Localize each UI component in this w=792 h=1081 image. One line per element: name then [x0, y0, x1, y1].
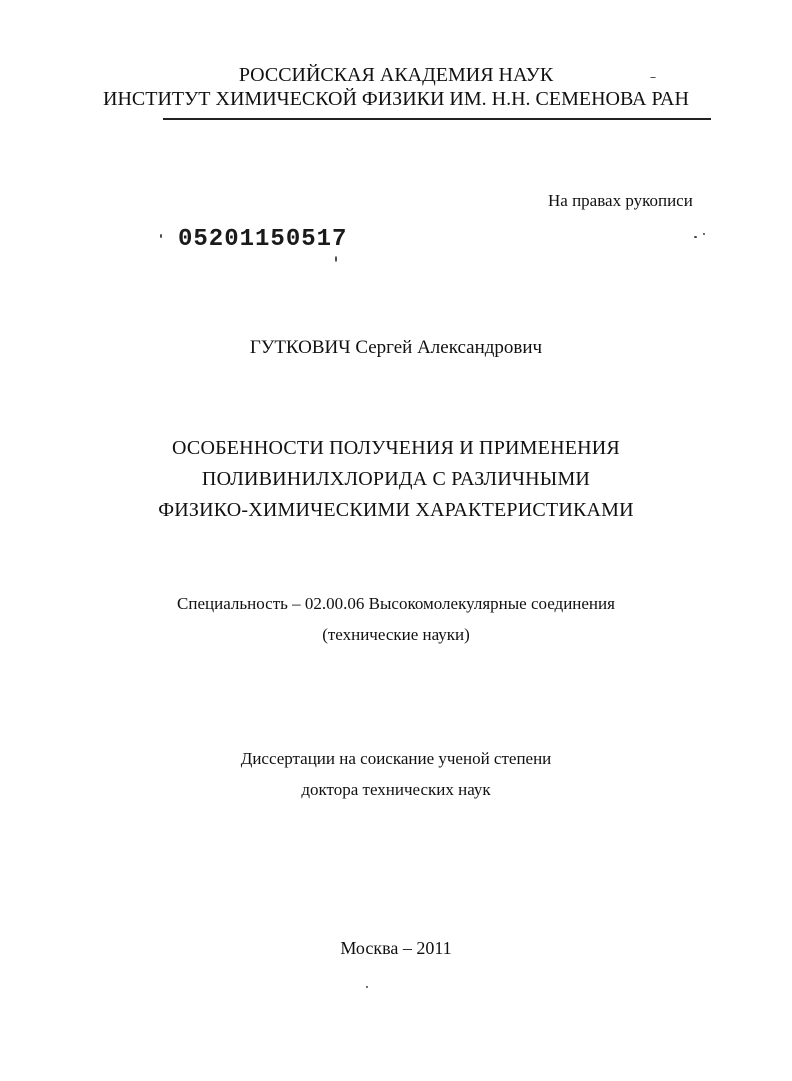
dissertation-line: Диссертации на соискание ученой степени	[240, 749, 552, 768]
scan-speck	[160, 234, 162, 238]
title-line-2: ПОЛИВИНИЛХЛОРИДА С РАЗЛИЧНЫМИ	[201, 468, 591, 490]
specialty-line: Специальность – 02.00.06 Высокомолекулярные соединения	[177, 594, 615, 613]
author-name: ГУТКОВИЧ Сергей Александрович	[249, 337, 543, 358]
scan-speck	[650, 77, 656, 78]
title-line-3: ФИЗИКО-ХИМИЧЕСКИМИ ХАРАКТЕРИСТИКАМИ	[158, 499, 634, 521]
title-line-1: ОСОБЕННОСТИ ПОЛУЧЕНИЯ И ПРИМЕНЕНИЯ	[172, 437, 620, 459]
city-year: Москва – 2011	[340, 938, 452, 958]
catalog-number-stamp: 05201150517	[178, 226, 348, 253]
specialty-qualifier: (технические науки)	[322, 625, 470, 644]
scan-speck	[335, 256, 337, 262]
scan-speck	[694, 236, 697, 238]
header-divider	[163, 118, 711, 120]
academy-name: РОССИЙСКАЯ АКАДЕМИЯ НАУК	[238, 64, 554, 86]
degree-line: доктора технических наук	[301, 780, 491, 799]
scan-speck	[366, 986, 368, 988]
scan-speck	[703, 233, 705, 235]
rights-note: На правах рукописи	[548, 191, 693, 210]
institute-name: ИНСТИТУТ ХИМИЧЕСКОЙ ФИЗИКИ ИМ. Н.Н. СЕМЕНОВА РАН	[103, 88, 689, 110]
